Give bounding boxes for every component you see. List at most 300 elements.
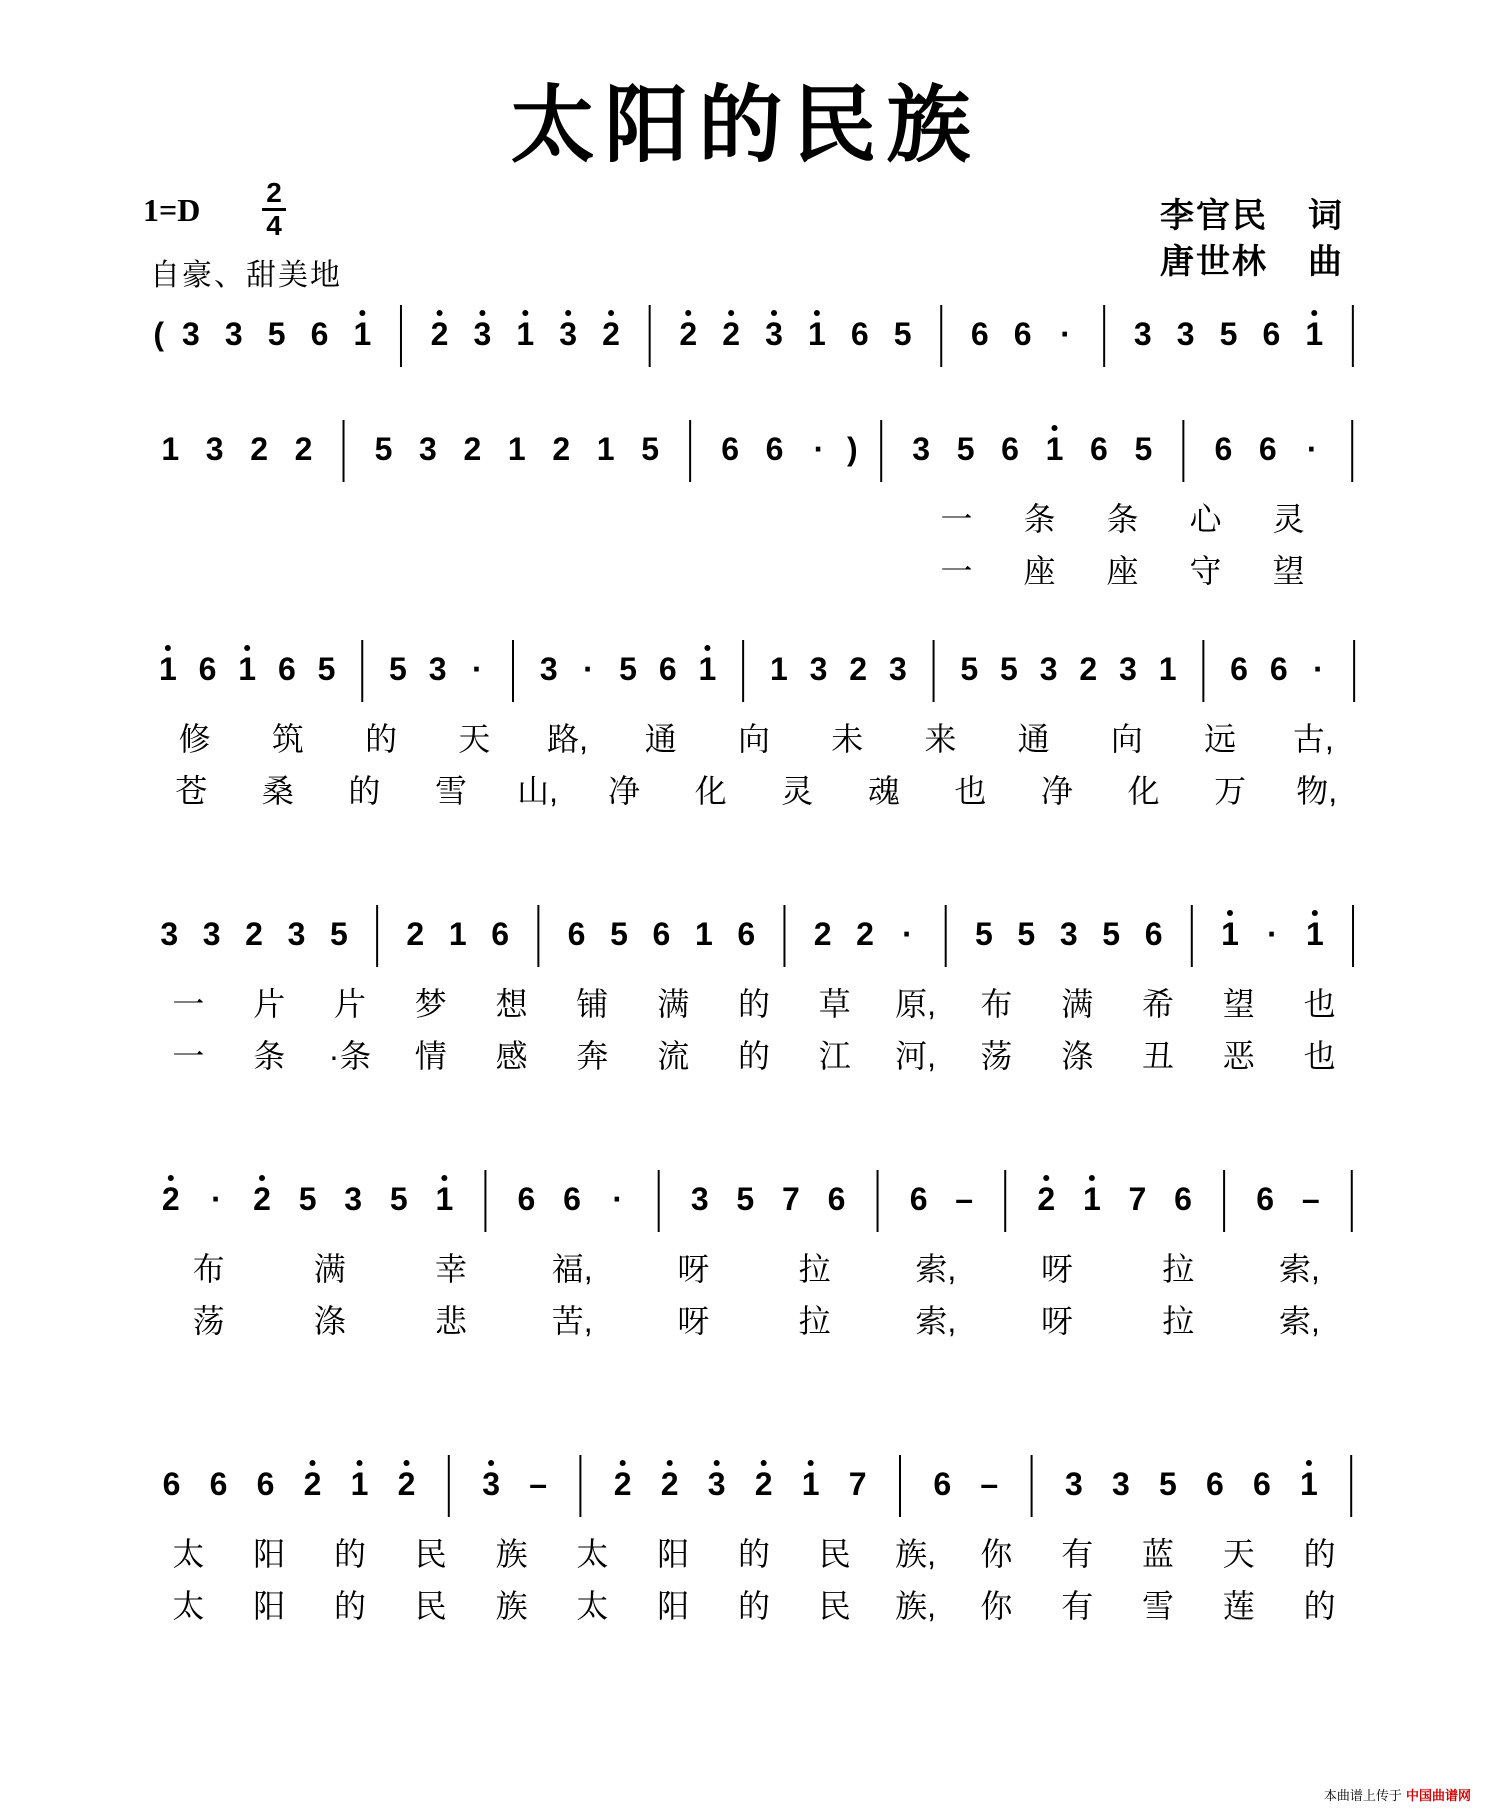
note: 6	[1269, 651, 1288, 687]
octave-dot	[620, 1460, 626, 1466]
note: 5	[974, 916, 993, 952]
note: 3	[1119, 651, 1137, 687]
note: 6	[1262, 316, 1281, 352]
lyric-syllable: 条	[1023, 501, 1056, 537]
lyric-syllable: 你	[980, 1536, 1013, 1572]
note: 6	[933, 1466, 952, 1502]
lyric-syllable: 你	[980, 1588, 1013, 1624]
lyric-syllable: 涤	[313, 1303, 346, 1339]
octave-dot	[771, 310, 777, 316]
tempo-marking: 自豪、甜美地	[150, 258, 342, 293]
octave-dot	[168, 1175, 174, 1181]
note: 7	[782, 1181, 800, 1217]
note: 5	[317, 651, 336, 687]
note: 6	[721, 431, 740, 467]
lyric-syllable: 一	[940, 553, 973, 589]
note: 5	[1000, 651, 1018, 687]
lyric-syllable: 的	[348, 773, 381, 809]
octave-dot	[404, 1460, 410, 1466]
note: 1	[1221, 916, 1239, 952]
note: 6	[310, 316, 329, 352]
note: 3	[205, 431, 224, 467]
note: ·	[211, 1181, 222, 1217]
note: 2	[397, 1466, 416, 1502]
note: 6	[1001, 431, 1019, 467]
note: 6	[1206, 1466, 1224, 1502]
lyric-syllable: 索,	[915, 1303, 957, 1339]
lyric-syllable: 通	[1017, 721, 1050, 757]
note: 6	[1253, 1466, 1271, 1502]
note: 2	[253, 1181, 271, 1217]
lyric-syllable: 族	[495, 1536, 528, 1572]
note: ·	[583, 651, 594, 687]
lyric-syllable: 的	[737, 986, 771, 1022]
lyric-syllable: 布	[192, 1251, 225, 1287]
note: ·	[1267, 916, 1278, 952]
lyric-syllable: 太	[576, 1536, 609, 1572]
note: 6	[652, 916, 671, 952]
octave-dot	[1052, 425, 1058, 431]
note: ·	[1306, 431, 1318, 467]
octave-dot	[1043, 1175, 1049, 1181]
lyric-syllable: ·条	[328, 1038, 372, 1074]
octave-dot	[522, 310, 528, 316]
lyric-syllable: 修	[178, 721, 211, 757]
key-signature: 1=D	[143, 192, 201, 228]
lyric-syllable: 一	[172, 986, 205, 1022]
note: 6	[737, 916, 756, 952]
lyric-syllable: 通	[644, 721, 677, 757]
octave-dot	[488, 1460, 494, 1466]
octave-dot	[437, 310, 443, 316]
note: 5	[893, 316, 912, 352]
note: 3	[181, 316, 200, 352]
lyric-syllable: 的	[737, 1536, 771, 1572]
note: 3	[539, 651, 558, 687]
lyricist-role: 词	[1308, 196, 1344, 236]
lyric-syllable: 太	[576, 1588, 609, 1624]
footer-brand: 中国曲谱网	[1405, 1789, 1471, 1804]
note: –	[955, 1181, 974, 1217]
note: 6	[970, 316, 989, 352]
lyric-syllable: 望	[1272, 553, 1305, 589]
note: 3	[690, 1181, 709, 1217]
note: ·	[813, 431, 825, 467]
lyric-syllable: 拉	[798, 1251, 831, 1287]
lyric-syllable: 拉	[798, 1303, 831, 1339]
lyric-syllable: 净	[1040, 773, 1074, 809]
lyric-syllable: 流	[657, 1038, 690, 1074]
octave-dot	[565, 310, 571, 316]
time-signature-top: 2	[266, 177, 282, 208]
note: ·	[902, 916, 913, 952]
lyric-syllable: 呀	[677, 1251, 710, 1287]
note: 6	[1144, 916, 1163, 952]
note: (	[153, 316, 165, 352]
note: 1	[158, 651, 177, 687]
note: 2	[679, 316, 698, 352]
lyric-syllable: 魂	[867, 773, 900, 809]
lyric-syllable: 山,	[517, 773, 559, 809]
lyric-syllable: 满	[657, 986, 690, 1022]
lyric-syllable: 梦	[414, 986, 447, 1022]
lyric-syllable: 筑	[271, 721, 304, 757]
lyric-syllable: 涤	[1061, 1038, 1094, 1074]
note: 5	[267, 316, 286, 352]
octave-dot	[244, 645, 250, 651]
note: 5	[1219, 316, 1238, 352]
note: 1	[353, 316, 372, 352]
lyric-syllable: 雪	[1141, 1588, 1175, 1624]
note: 3	[888, 651, 907, 687]
note: 5	[1159, 1466, 1177, 1502]
lyric-syllable: 来	[924, 721, 957, 757]
note: 6	[1090, 431, 1108, 467]
octave-dot	[1306, 1460, 1312, 1466]
note: 2	[1079, 651, 1098, 687]
lyric-syllable: 原,	[895, 986, 937, 1022]
note: 3	[428, 651, 447, 687]
note: 2	[849, 651, 868, 687]
octave-dot	[685, 310, 691, 316]
lyric-syllable: 万	[1214, 773, 1247, 809]
note: 6	[198, 651, 217, 687]
lyric-syllable: 草	[818, 986, 851, 1022]
note: 2	[1037, 1181, 1056, 1217]
octave-dot	[608, 310, 614, 316]
lyric-syllable: 情	[414, 1038, 447, 1074]
footer-text: 本曲谱上传于	[1323, 1789, 1402, 1804]
lyric-syllable: 片	[253, 986, 286, 1022]
lyric-syllable: 民	[414, 1536, 447, 1572]
note: 2	[430, 316, 449, 352]
note: 2	[722, 316, 741, 352]
lyric-syllable: 恶	[1222, 1038, 1255, 1074]
composer-name: 唐世林	[1160, 242, 1268, 282]
lyric-syllable: 铺	[576, 986, 609, 1022]
note: 1	[238, 651, 257, 687]
note: 3	[912, 431, 931, 467]
lyric-syllable: 苍	[175, 773, 208, 809]
lyric-syllable: 族,	[895, 1588, 937, 1624]
octave-dot	[714, 1460, 720, 1466]
note: 3	[160, 916, 179, 952]
lyric-syllable: 呀	[677, 1303, 710, 1339]
note: 3	[1039, 651, 1058, 687]
note: ·	[612, 1181, 623, 1217]
note: 7	[848, 1466, 867, 1502]
lyric-syllable: 也	[954, 773, 987, 809]
note: 1	[1158, 651, 1177, 687]
lyric-syllable: 远	[1204, 721, 1237, 757]
time-signature-bottom: 4	[266, 210, 282, 241]
note: 1	[698, 651, 717, 687]
lyric-syllable: 满	[1061, 986, 1094, 1022]
note: 6	[209, 1466, 228, 1502]
note: 6	[1256, 1181, 1275, 1217]
lyric-syllable: 拉	[1162, 1303, 1195, 1339]
note: 2	[613, 1466, 632, 1502]
note: 3	[287, 916, 306, 952]
note: 6	[827, 1181, 846, 1217]
note: 6	[162, 1466, 181, 1502]
lyric-syllable: 阳	[253, 1536, 286, 1572]
note: ·	[1060, 316, 1071, 352]
lyric-syllable: 的	[737, 1038, 771, 1074]
lyric-syllable: 座	[1106, 553, 1139, 589]
note: –	[529, 1466, 547, 1502]
lyric-syllable: 族	[495, 1588, 528, 1624]
song-title: 太阳的民族	[510, 76, 981, 174]
note: 5	[330, 916, 348, 952]
lyric-syllable: 望	[1222, 986, 1255, 1022]
note: 5	[298, 1181, 317, 1217]
note: 6	[658, 651, 677, 687]
lyric-syllable: 索,	[1278, 1251, 1320, 1287]
lyric-syllable: 索,	[915, 1251, 957, 1287]
lyric-syllable: 奔	[576, 1038, 609, 1074]
note: 6	[277, 651, 296, 687]
lyric-syllable: 向	[1110, 721, 1143, 757]
note: 3	[1112, 1466, 1130, 1502]
note: 1	[1305, 316, 1324, 352]
lyric-syllable: 想	[495, 986, 528, 1022]
note: 1	[807, 316, 826, 352]
lyric-syllable: 太	[172, 1588, 205, 1624]
lyric-syllable: 布	[980, 986, 1013, 1022]
lyric-syllable: 向	[737, 721, 771, 757]
note: 6	[517, 1181, 536, 1217]
octave-dot	[761, 1460, 767, 1466]
lyric-syllable: 希	[1141, 986, 1175, 1022]
lyric-syllable: 未	[831, 721, 864, 757]
octave-dot	[667, 1460, 673, 1466]
note: 2	[250, 431, 268, 467]
note: 5	[1134, 431, 1153, 467]
lyric-syllable: 河,	[895, 1038, 937, 1074]
note: 1	[350, 1466, 369, 1502]
lyric-syllable: 化	[694, 773, 727, 809]
note: 5	[956, 431, 975, 467]
lyric-syllable: 悲	[434, 1303, 468, 1339]
lyric-syllable: 灵	[1272, 501, 1305, 537]
octave-dot	[441, 1175, 447, 1181]
note: 2	[552, 431, 571, 467]
lyric-syllable: 天	[458, 721, 491, 757]
lyric-syllable: 阳	[657, 1536, 690, 1572]
lyric-syllable: 江	[818, 1038, 851, 1074]
note: 6	[563, 1181, 581, 1217]
lyric-syllable: 的	[1303, 1588, 1336, 1624]
octave-dot	[1312, 910, 1318, 916]
lyric-syllable: 荡	[980, 1038, 1013, 1074]
lyric-syllable: 民	[818, 1536, 851, 1572]
octave-dot	[259, 1175, 265, 1181]
lyric-syllable: 路,	[547, 721, 588, 757]
note: 6	[256, 1466, 275, 1502]
note: 1	[769, 651, 788, 687]
lyric-syllable: 一	[940, 501, 973, 537]
note: 1	[801, 1466, 820, 1502]
note: 2	[303, 1466, 322, 1502]
octave-dot	[310, 1460, 316, 1466]
note: 3	[1065, 1466, 1083, 1502]
lyric-syllable: 阳	[657, 1588, 690, 1624]
note: 7	[1128, 1181, 1147, 1217]
octave-dot	[728, 310, 734, 316]
octave-dot	[357, 1460, 363, 1466]
note: 1	[516, 316, 535, 352]
note: 1	[1300, 1466, 1318, 1502]
note: 5	[610, 916, 628, 952]
note: ·	[1313, 651, 1324, 687]
note: 2	[602, 316, 620, 352]
note: 3	[1059, 916, 1078, 952]
note: 5	[389, 651, 407, 687]
lyric-syllable: 也	[1303, 1038, 1336, 1074]
octave-dot	[479, 310, 485, 316]
lyric-syllable: 拉	[1162, 1251, 1195, 1287]
lyric-syllable: 莲	[1222, 1588, 1255, 1624]
note: 3	[473, 316, 492, 352]
note: 6	[1013, 316, 1032, 352]
note: 6	[765, 431, 784, 467]
lyric-syllable: 的	[1303, 1536, 1336, 1572]
lyric-syllable: 呀	[1040, 1303, 1074, 1339]
note: 1	[448, 916, 467, 952]
lyric-syllable: 条	[1106, 501, 1139, 537]
note: 2	[245, 916, 263, 952]
note: 1	[161, 431, 180, 467]
note: 1	[596, 431, 615, 467]
note: 1	[1082, 1181, 1101, 1217]
note: –	[980, 1466, 999, 1502]
lyric-syllable: 民	[414, 1588, 447, 1624]
lyricist-name: 李官民	[1160, 196, 1268, 236]
note: 1	[1045, 431, 1064, 467]
note: 3	[482, 1466, 500, 1502]
lyric-syllable: 净	[608, 773, 641, 809]
lyric-syllable: 阳	[253, 1588, 286, 1624]
lyric-syllable: 感	[495, 1038, 528, 1074]
note: 5	[619, 651, 637, 687]
note: 5	[960, 651, 979, 687]
note: 3	[809, 651, 828, 687]
note: 3	[224, 316, 243, 352]
note: 5	[1017, 916, 1036, 952]
octave-dot	[359, 310, 365, 316]
lyric-syllable: 古,	[1292, 721, 1334, 757]
note: 5	[374, 431, 393, 467]
lyric-syllable: 丑	[1141, 1038, 1175, 1074]
note: 3	[202, 916, 221, 952]
lyric-syllable: 也	[1303, 986, 1336, 1022]
note: 2	[660, 1466, 679, 1502]
note: 6	[909, 1181, 928, 1217]
lyric-syllable: 满	[313, 1251, 346, 1287]
lyric-syllable: 索,	[1278, 1303, 1320, 1339]
composer-role: 曲	[1308, 242, 1344, 282]
note: 1	[694, 916, 713, 952]
note: 2	[161, 1181, 180, 1217]
lyric-syllable: 荡	[192, 1303, 225, 1339]
note: 3	[559, 316, 578, 352]
lyric-syllable: 桑	[261, 773, 294, 809]
note: 3	[707, 1466, 726, 1502]
octave-dot	[814, 310, 820, 316]
lyric-syllable: 族,	[895, 1536, 937, 1572]
lyric-syllable: 有	[1061, 1536, 1094, 1572]
lyric-syllable: 的	[365, 721, 398, 757]
octave-dot	[1089, 1175, 1095, 1181]
lyric-syllable: 化	[1127, 773, 1160, 809]
note: 3	[765, 316, 783, 352]
note: 3	[344, 1181, 363, 1217]
note: 6	[1230, 651, 1248, 687]
note: 2	[856, 916, 874, 952]
note: 5	[641, 431, 660, 467]
lyric-syllable: 太	[172, 1536, 205, 1572]
lyric-syllable: 座	[1023, 553, 1056, 589]
note: 5	[1102, 916, 1121, 952]
note: 6	[1174, 1181, 1192, 1217]
footer-watermark	[1324, 1785, 1471, 1804]
octave-dot	[1311, 310, 1317, 316]
lyric-syllable: 幸	[434, 1251, 468, 1287]
octave-dot	[704, 645, 710, 651]
lyric-syllable: 雪	[434, 773, 468, 809]
note: 6	[567, 916, 586, 952]
lyric-syllable: 有	[1061, 1588, 1094, 1624]
note: 6	[1258, 431, 1277, 467]
note: –	[1301, 1181, 1320, 1217]
lyric-syllable: 守	[1189, 553, 1222, 589]
note: 1	[435, 1181, 454, 1217]
note: 6	[1214, 431, 1233, 467]
note: 6	[491, 916, 510, 952]
note: 1	[1305, 916, 1324, 952]
note: 2	[463, 431, 482, 467]
note: 3	[1176, 316, 1195, 352]
lyric-syllable: 的	[333, 1588, 367, 1624]
octave-dot	[1227, 910, 1233, 916]
lyric-syllable: 福,	[551, 1251, 593, 1287]
octave-dot	[808, 1460, 814, 1466]
lyric-syllable: 的	[737, 1588, 771, 1624]
lyric-syllable: 条	[253, 1038, 286, 1074]
note: 2	[813, 916, 832, 952]
lyric-syllable: 物,	[1296, 773, 1338, 809]
lyric-syllable: 天	[1222, 1536, 1255, 1572]
note: 1	[507, 431, 526, 467]
lyric-syllable: 苦,	[551, 1303, 593, 1339]
lyric-syllable: 片	[333, 986, 367, 1022]
lyric-syllable: 一	[172, 1038, 205, 1074]
note: 5	[736, 1181, 755, 1217]
note: 3	[419, 431, 437, 467]
note: 3	[1133, 316, 1152, 352]
note: 6	[850, 316, 869, 352]
note: 2	[294, 431, 313, 467]
note: 5	[389, 1181, 408, 1217]
lyric-syllable: 民	[818, 1588, 851, 1624]
lyric-syllable: 的	[333, 1536, 367, 1572]
lyric-syllable: 蓝	[1141, 1536, 1175, 1572]
note: 2	[754, 1466, 773, 1502]
lyric-syllable: 灵	[781, 773, 814, 809]
note: ·	[471, 651, 483, 687]
note: )	[846, 431, 858, 467]
